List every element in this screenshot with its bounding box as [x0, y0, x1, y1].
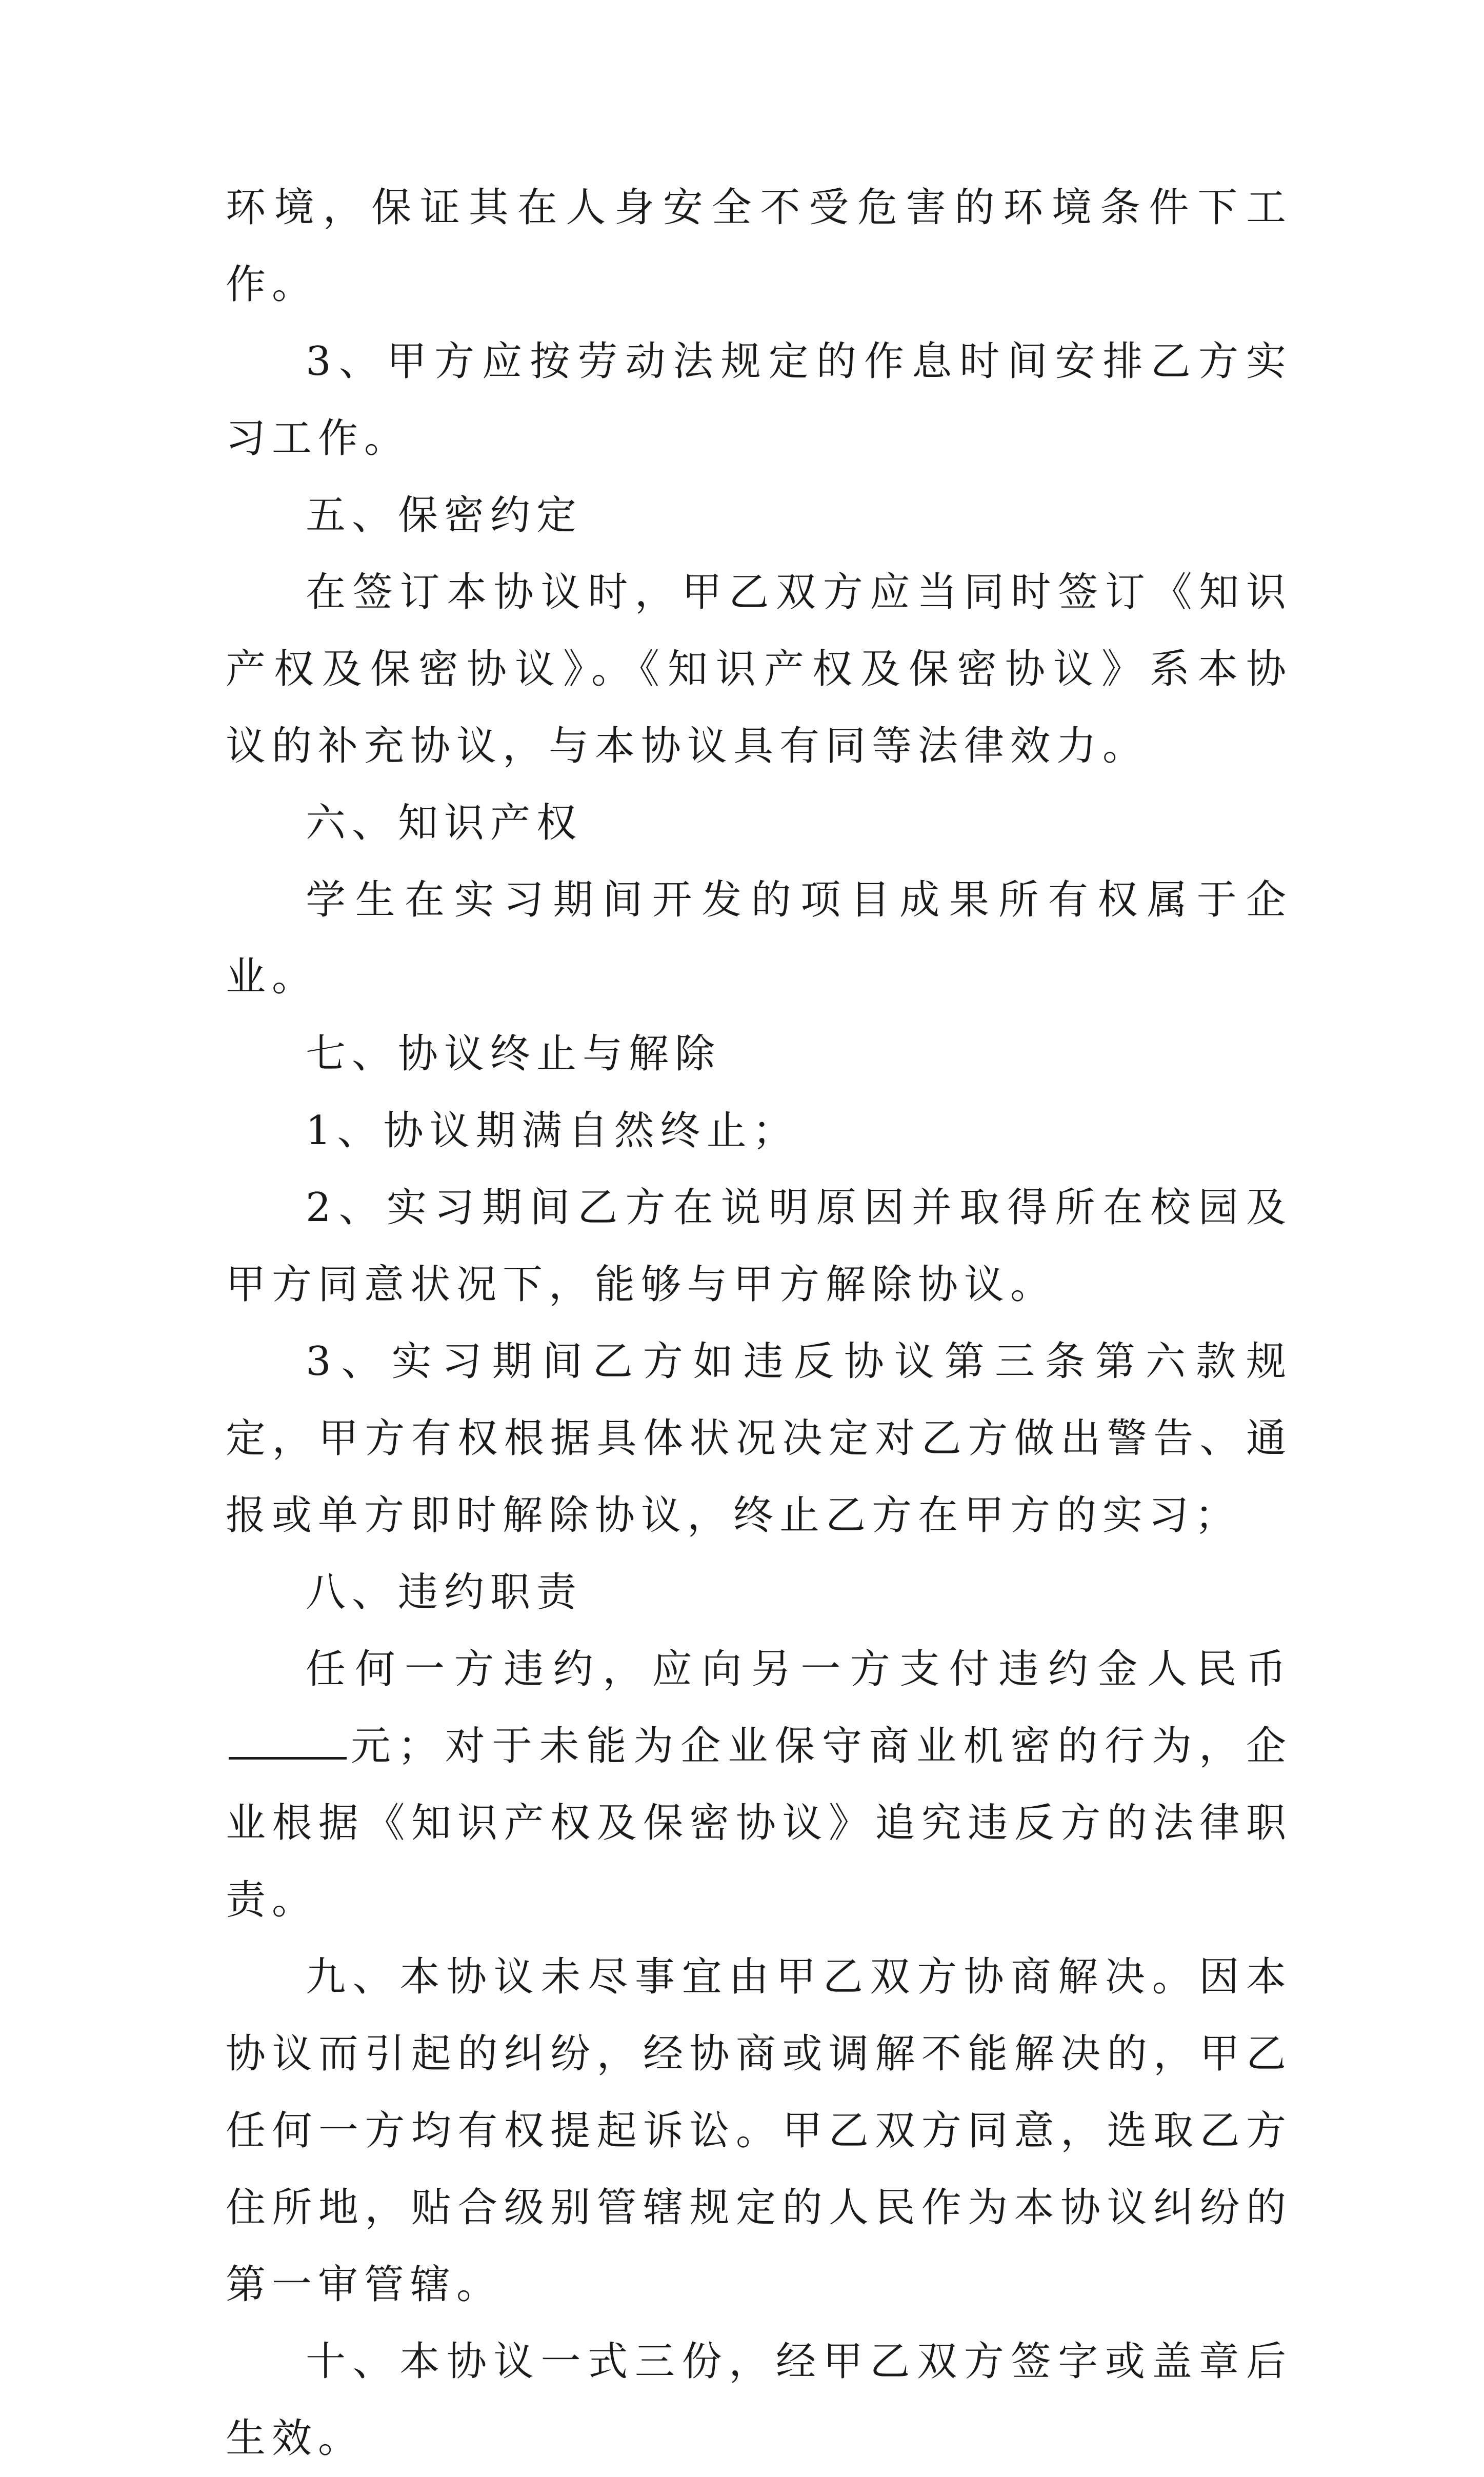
paragraph-environment: 环境，保证其在人身安全不受危害的环境条件下工作。 [226, 185, 1292, 308]
section-heading-termination: 七、协议终止与解除 [306, 1031, 721, 1077]
paragraph-work-hours: 3、甲方应按劳动法规定的作息时间安排乙方实习工作。 [226, 338, 1292, 462]
paragraph-ip: 学生在实习期间开发的项目成果所有权属于企业。 [226, 877, 1292, 1000]
paragraph-confidentiality: 在签订本协议时，甲乙双方应当同时签订《知识产权及保密协议》。《知识产权及保密协议》系本协议的补充协议，与本协议具有同等法律效力。 [226, 569, 1292, 769]
liability-text-end: 元；对于未能为企业保守商业机密的行为，企业根据《知识产权及保密协议》追究违反方的法律职责。 [226, 1723, 1292, 1923]
paragraph-copies: 十、本协议一式三份，经甲乙双方签字或盖章后生效。 [226, 2339, 1292, 2462]
paragraph-termination-2: 2、实习期间乙方在说明原因并取得所在校园及甲方同意状况下，能够与甲方解除协议。 [226, 1185, 1292, 1308]
section-heading-liability: 八、违约职责 [306, 1569, 583, 1615]
paragraph-termination-1: 1、协议期满自然终止； [306, 1108, 799, 1154]
paragraph-liability [226, 1631, 1292, 1939]
document-body [226, 169, 1292, 2477]
section-heading-ip: 六、知识产权 [306, 800, 583, 846]
paragraph-disputes: 九、本协议未尽事宜由甲乙双方协商解决。因本协议而引起的纠纷，经协商或调解不能解决的，甲乙任何一方均有权提起诉讼。甲乙双方同意，选取乙方住所地，贴合级别管辖规定的人民作为本协议纠纷的第一审管辖。 [226, 1954, 1292, 2308]
section-heading-confidentiality: 五、保密约定 [306, 492, 583, 538]
amount-blank [229, 1724, 347, 1760]
paragraph-termination-3: 3、实习期间乙方如违反协议第三条第六款规定，甲方有权根据具体状况决定对乙方做出警告、通报或单方即时解除协议，终止乙方在甲方的实习； [226, 1339, 1292, 1539]
liability-text-start: 任何一方违约，应向另一方支付违约金人民币 [306, 1646, 1292, 1692]
